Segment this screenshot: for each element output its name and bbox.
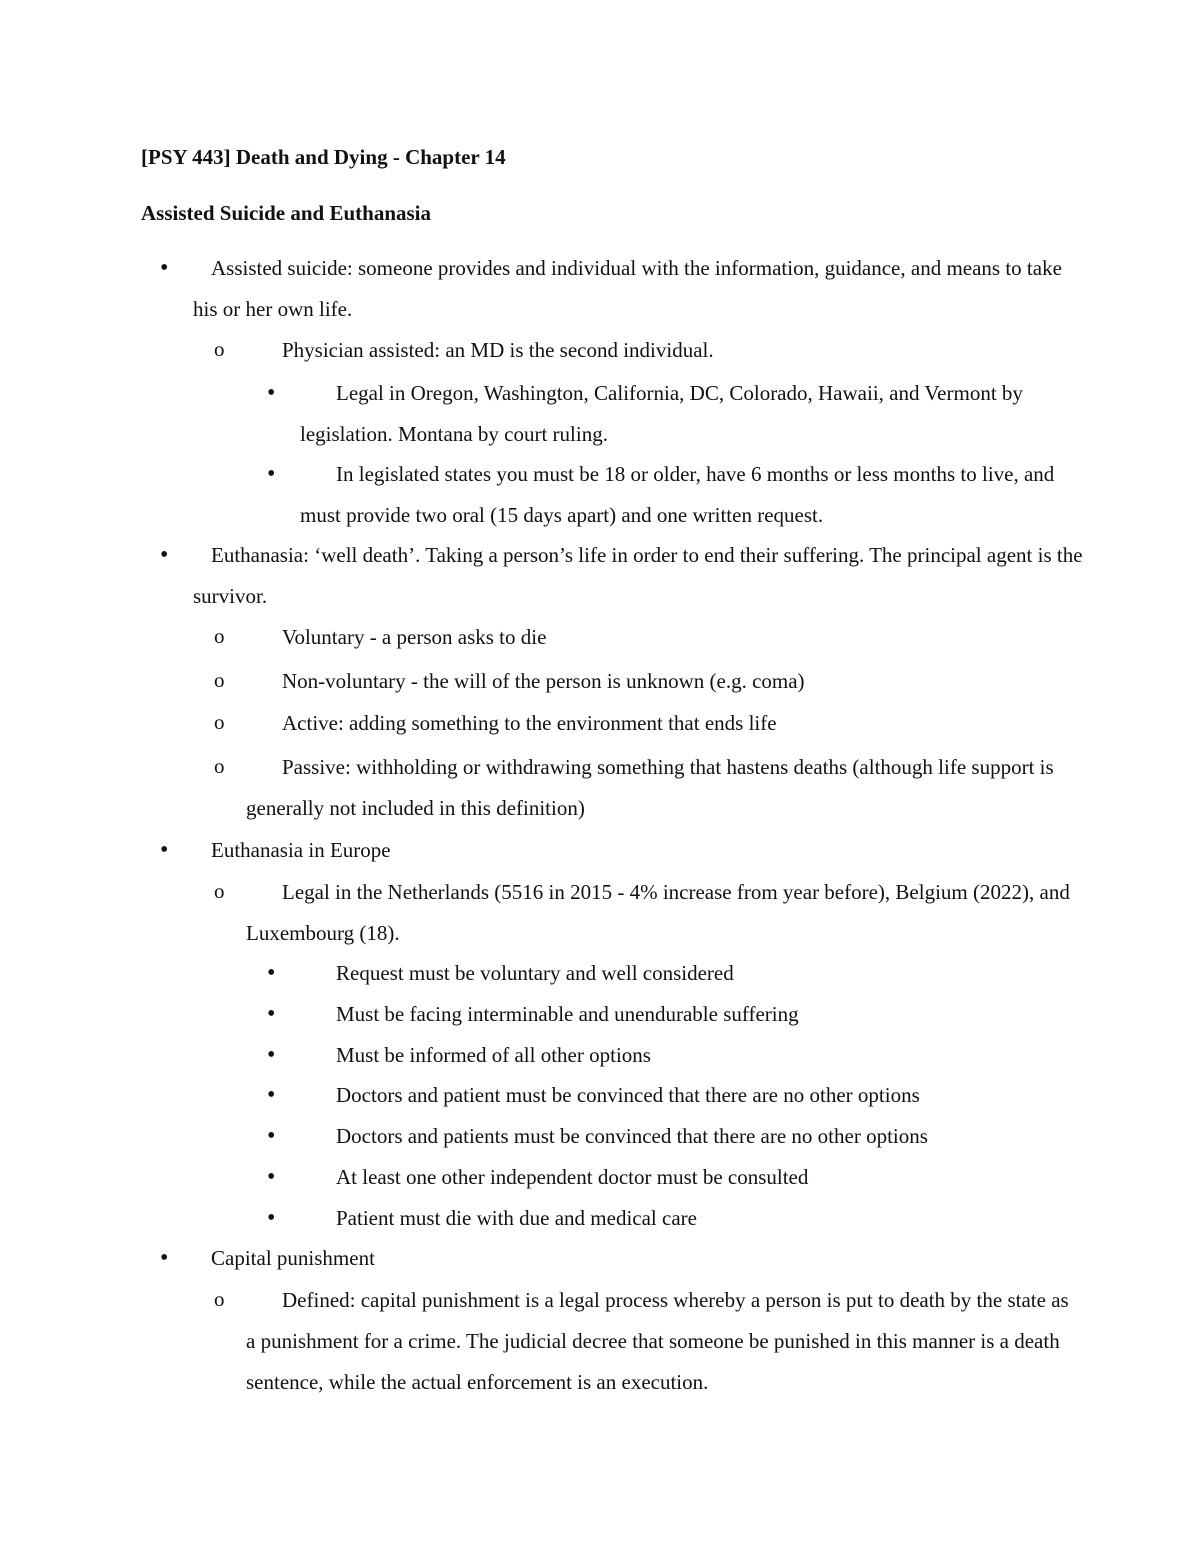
list-item-text: At least one other independent doctor must be consulted bbox=[336, 1165, 809, 1189]
list-item-capital-punishment bbox=[160, 1238, 1083, 1279]
list-item-text: Patient must die with due and medical care bbox=[336, 1206, 697, 1230]
list-item-text: Defined: capital punishment is a legal process whereby a person is put to death by the state as a punishment for a crime. The judicial decree that someone be punished in this manner is a death sentence, while the actual enforcement is an execution. bbox=[246, 1288, 1069, 1394]
list-item-text: Non-voluntary - the will of the person is unknown (e.g. coma) bbox=[282, 669, 805, 693]
list-item-voluntary-request bbox=[267, 953, 1080, 994]
list-item-defined bbox=[214, 1280, 1076, 1403]
list-item-voluntary bbox=[214, 617, 1076, 658]
list-item-independent-doctor bbox=[267, 1157, 1080, 1198]
list-item-requirements bbox=[267, 454, 1080, 536]
list-item-text: Passive: withholding or withdrawing something that hastens deaths (although life support is generally not included in this definition) bbox=[246, 755, 1054, 820]
list-item-text: Legal in Oregon, Washington, California, DC, Colorado, Hawaii, and Vermont by legislation. Montana by court ruling. bbox=[300, 381, 1023, 446]
list-item-text: Legal in the Netherlands (5516 in 2015 - 4% increase from year before), Belgium (2022), and Luxembourg (18). bbox=[246, 880, 1070, 945]
bullet-icon: • bbox=[160, 542, 169, 568]
list-item-text: Doctors and patient must be convinced that there are no other options bbox=[336, 1083, 920, 1107]
bullet-icon: • bbox=[267, 1042, 276, 1068]
bullet-icon: • bbox=[267, 1164, 276, 1190]
list-item-text: Doctors and patients must be convinced that there are no other options bbox=[336, 1124, 928, 1148]
list-item-text: Assisted suicide: someone provides and individual with the information, guidance, and means to take his or her own life. bbox=[193, 256, 1062, 321]
bullet-icon: • bbox=[267, 1205, 276, 1231]
circle-bullet-icon: o bbox=[214, 754, 225, 778]
circle-bullet-icon: o bbox=[214, 337, 225, 361]
bullet-icon: • bbox=[267, 1082, 276, 1108]
list-item-convinced-patients bbox=[267, 1116, 1080, 1157]
bullet-icon: • bbox=[160, 1245, 169, 1271]
list-item-text: Physician assisted: an MD is the second individual. bbox=[282, 338, 714, 362]
circle-bullet-icon: o bbox=[214, 710, 225, 734]
list-item-text: Must be informed of all other options bbox=[336, 1043, 651, 1067]
list-item-text: Voluntary - a person asks to die bbox=[282, 625, 547, 649]
list-item-text: Euthanasia: ‘well death’. Taking a person’s life in order to end their suffering. The principal agent is the survivor. bbox=[193, 543, 1083, 608]
bullet-icon: • bbox=[267, 960, 276, 986]
bullet-icon: • bbox=[267, 380, 276, 406]
list-item-convinced-patient bbox=[267, 1075, 1080, 1116]
list-item-legal-netherlands bbox=[214, 872, 1076, 954]
list-item-text: Request must be voluntary and well considered bbox=[336, 961, 734, 985]
bullet-icon: • bbox=[160, 837, 169, 863]
section-heading: Assisted Suicide and Euthanasia bbox=[141, 201, 432, 225]
list-item-physician-assisted bbox=[214, 330, 1076, 371]
list-item-text: Capital punishment bbox=[211, 1246, 375, 1270]
circle-bullet-icon: o bbox=[214, 1287, 225, 1311]
list-item-suffering bbox=[267, 994, 1080, 1035]
list-item-euthanasia bbox=[160, 535, 1083, 617]
bullet-icon: • bbox=[267, 461, 276, 487]
list-item-text: Must be facing interminable and unendurable suffering bbox=[336, 1002, 799, 1026]
list-item-euthanasia-europe bbox=[160, 830, 1083, 871]
document-title: [PSY 443] Death and Dying - Chapter 14 bbox=[141, 145, 506, 169]
list-item-informed bbox=[267, 1035, 1080, 1076]
list-item-assisted-suicide bbox=[160, 248, 1083, 330]
list-item-legal-states bbox=[267, 373, 1080, 455]
list-item-text: In legislated states you must be 18 or older, have 6 months or less months to live, and must provide two oral (15 days apart) and one written request. bbox=[300, 462, 1055, 527]
bullet-icon: • bbox=[267, 1001, 276, 1027]
list-item-non-voluntary bbox=[214, 661, 1076, 702]
list-item-medical-care bbox=[267, 1198, 1080, 1239]
circle-bullet-icon: o bbox=[214, 668, 225, 692]
bullet-icon: • bbox=[267, 1123, 276, 1149]
circle-bullet-icon: o bbox=[214, 879, 225, 903]
circle-bullet-icon: o bbox=[214, 624, 225, 648]
bullet-icon: • bbox=[160, 255, 169, 281]
list-item-text: Euthanasia in Europe bbox=[211, 838, 391, 862]
list-item-passive bbox=[214, 747, 1076, 829]
list-item-text: Active: adding something to the environment that ends life bbox=[282, 711, 777, 735]
list-item-active bbox=[214, 703, 1076, 744]
